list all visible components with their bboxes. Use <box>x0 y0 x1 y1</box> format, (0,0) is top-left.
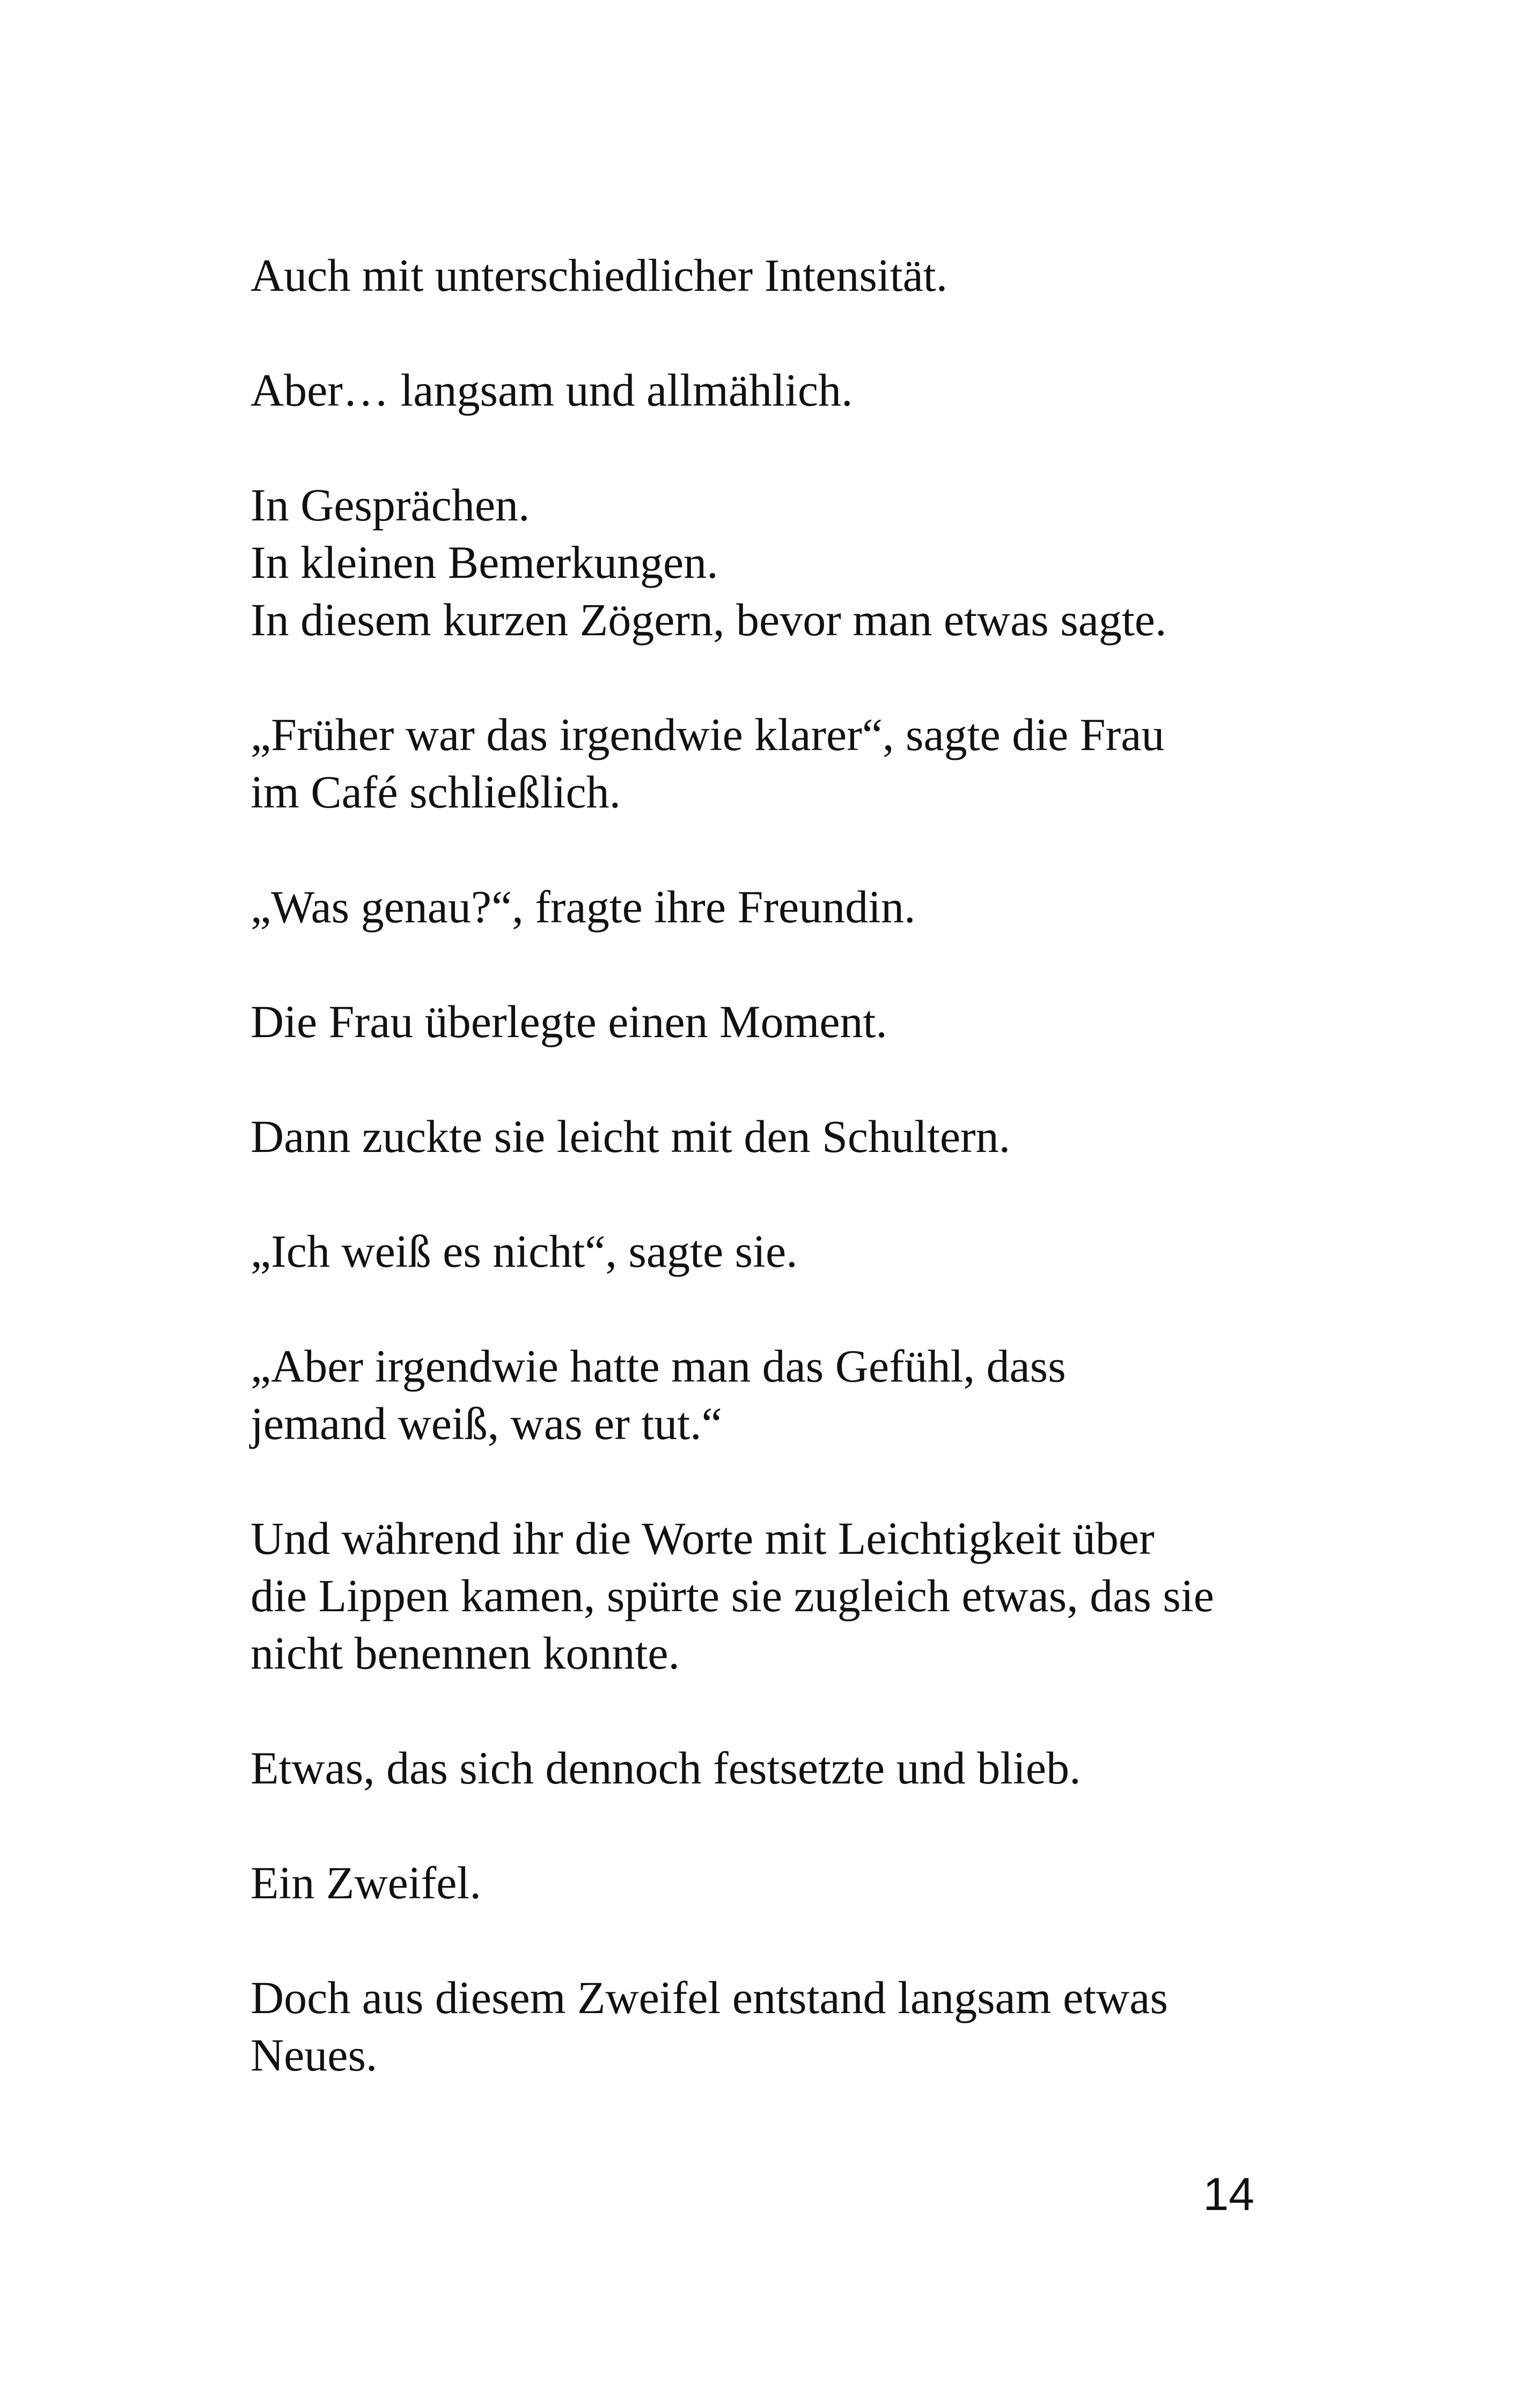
text-line: Doch aus diesem Zweifel entstand langsam etwas <box>251 1972 1168 2023</box>
text-line: Aber… langsam und allmählich. <box>251 364 853 416</box>
text-line: jemand weiß, was er tut.“ <box>251 1398 722 1449</box>
paragraph <box>251 247 1297 304</box>
text-line: im Café schließlich. <box>251 766 621 818</box>
paragraph <box>251 1969 1297 2084</box>
text-line: die Lippen kamen, spürte sie zugleich etwas, das sie <box>251 1570 1214 1621</box>
paragraph <box>251 1338 1297 1452</box>
paragraph <box>251 1854 1297 1912</box>
text-line: Etwas, das sich dennoch festsetzte und blieb. <box>251 1742 1081 1794</box>
page-number: 14 <box>1203 2169 1254 2220</box>
text-line: nicht benennen konnte. <box>251 1627 680 1679</box>
paragraph <box>251 1739 1297 1797</box>
text-line: In diesem kurzen Zögern, bevor man etwas sagte. <box>251 594 1167 645</box>
text-line: Neues. <box>251 2029 378 2081</box>
paragraph <box>251 476 1297 649</box>
text-line: In kleinen Bemerkungen. <box>251 537 718 588</box>
text-line: Auch mit unterschiedlicher Intensität. <box>251 249 948 301</box>
text-line: „Aber irgendwie hatte man das Gefühl, dass <box>251 1340 1066 1392</box>
paragraph <box>251 706 1297 821</box>
text-line: In Gesprächen. <box>251 479 530 531</box>
text-line: Und während ihr die Worte mit Leichtigkeit über <box>251 1513 1155 1564</box>
text-line: „Was genau?“, fragte ihre Freundin. <box>251 881 916 933</box>
paragraph <box>251 362 1297 419</box>
text-line: „Früher war das irgendwie klarer“, sagte die Frau <box>251 709 1165 760</box>
paragraph <box>251 1223 1297 1280</box>
body-text <box>251 247 1297 2141</box>
text-line: „Ich weiß es nicht“, sagte sie. <box>251 1225 798 1277</box>
text-line: Dann zuckte sie leicht mit den Schultern. <box>251 1111 1011 1162</box>
text-line: Ein Zweifel. <box>251 1857 481 1908</box>
paragraph <box>251 878 1297 936</box>
paragraph <box>251 993 1297 1051</box>
paragraph <box>251 1108 1297 1165</box>
paragraph <box>251 1510 1297 1682</box>
text-line: Die Frau überlegte einen Moment. <box>251 996 887 1047</box>
